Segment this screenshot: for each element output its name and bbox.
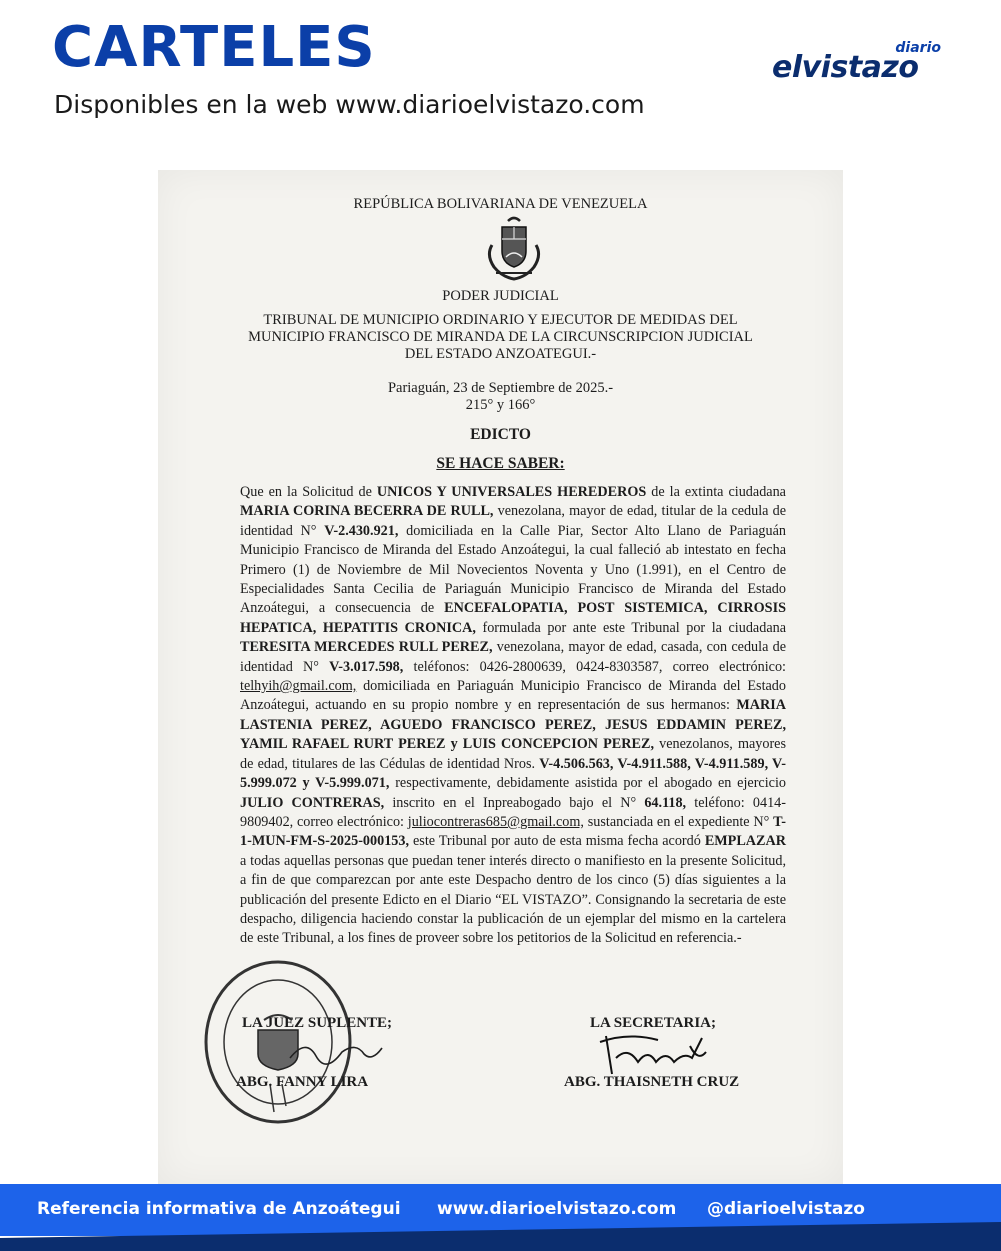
tribunal-line-3: DEL ESTADO ANZOATEGUI.- <box>404 346 597 362</box>
bold-text: MARIA CORINA BECERRA DE RULL, <box>240 503 494 520</box>
body-text: venezolana, mayor de edad, titular de la cedula de identidad N° <box>240 503 786 539</box>
body-text: teléfonos: 0426-2800639, 0424-8303587, correo electrónico: <box>403 658 786 675</box>
logo-elvistazo: elvistazo <box>772 50 919 85</box>
right-signature <box>598 1028 708 1076</box>
document-date <box>158 380 843 414</box>
scanned-document <box>158 170 843 1185</box>
secretary-name: ABG. THAISNETH CRUZ <box>564 1074 740 1090</box>
body-text: teléfono: 0414-9809402, correo electrónico: <box>240 794 786 830</box>
body-text: domiciliada en Pariaguán Municipio Francisco de Miranda del Estado Anzoátegui, actuando en su propio nombre y en representación de sus hermanos: <box>240 678 786 714</box>
bold-text: UNICOS Y UNIVERSALES HEREDEROS <box>376 484 647 500</box>
bold-text: JULIO CONTRERAS, <box>240 794 385 811</box>
tribunal-heading <box>158 312 843 363</box>
body-text: formulada por ante este Tribunal por la ciudadana <box>475 619 787 636</box>
body-text: sustanciada en el expediente N° <box>583 813 774 830</box>
body-text: venezolana, mayor de edad, casada, con cedula de identidad N° <box>240 639 786 675</box>
body-text: respectivamente, debidamente asistida por el abogado en ejercicio <box>389 775 786 792</box>
bold-text: V-2.430.921, <box>324 522 399 539</box>
judge-label: LA JUEZ SUPLENTE; <box>242 1015 393 1031</box>
page-title: CARTELES <box>52 15 376 80</box>
bold-text: V-3.017.598, <box>329 658 404 675</box>
edicto-title: EDICTO <box>470 426 531 443</box>
body-text: este Tribunal por auto de esta misma fecha acordó <box>409 833 705 850</box>
judge-name: ABG. FANNY LIRA <box>236 1074 369 1090</box>
body-text: domiciliada en la Calle Piar, Sector Alto Llano de Pariaguán Municipio Francisco de Miranda del Estado Anzoátegui, la cual falleció ab intestato en fecha Primero (1) de Noviembre de Mil Novecientos Noventa y Uno (1.991), en el Centro de Especialidades Santa Cecilia de Pariaguán Municipio Francisco de Miranda del Estado Anzoátegui, a consecuencia de <box>240 522 786 617</box>
page-subtitle: Disponibles en la web www.diarioelvistazo.com <box>54 90 645 119</box>
tribunal-line-1: TRIBUNAL DE MUNICIPIO ORDINARIO Y EJECUTOR DE MEDIDAS DEL <box>263 312 738 328</box>
date-line: Pariaguán, 23 de Septiembre de 2025.- <box>387 380 614 396</box>
elvistazo-logo[interactable] <box>772 40 947 85</box>
years-line: 215° y 166° <box>465 397 536 413</box>
body-text: Que en la Solicitud de <box>240 484 377 500</box>
bold-text: 64.118, <box>644 794 687 811</box>
bold-text: V-4.506.563, V-4.911.588, V-4.911.589, V-5.999.072 y V-5.999.071, <box>240 755 786 792</box>
poder-judicial: PODER JUDICIAL <box>442 288 559 304</box>
email-text: telhyih@gmail.com, <box>240 678 357 695</box>
body-text: de la extinta ciudadana <box>646 484 786 500</box>
coat-of-arms-icon <box>482 215 546 283</box>
footer-social-handle[interactable]: @diarioelvistazo <box>707 1199 865 1219</box>
bold-text: MARIA LASTENIA PEREZ, AGUEDO FRANCISCO PEREZ, JESUS EDDAMIN PEREZ, YAMIL RAFAEL RURT PEREZ y LUIS CONCEPCION PEREZ, <box>240 697 786 753</box>
republic-heading: REPÚBLICA BOLIVARIANA DE VENEZUELA <box>353 196 648 212</box>
tribunal-line-2: MUNICIPIO FRANCISCO DE MIRANDA DE LA CIRCUNSCRIPCION JUDICIAL <box>248 329 753 345</box>
edict-body <box>240 483 786 949</box>
left-signature <box>286 1036 386 1066</box>
logo-diario: diario <box>895 40 941 56</box>
bold-text: ENCEFALOPATIA, POST SISTEMICA, CIRROSIS HEPATICA, HEPATITIS CRONICA, <box>240 600 786 636</box>
body-text: inscrito en el Inpreabogado bajo el N° <box>384 794 645 811</box>
bold-text: TERESITA MERCEDES RULL PEREZ, <box>240 639 493 656</box>
secretary-label: LA SECRETARIA; <box>590 1015 716 1031</box>
footer-website-link[interactable]: www.diarioelvistazo.com <box>437 1199 677 1219</box>
bold-text: T-1-MUN-FM-S-2025-000153, <box>240 813 786 850</box>
body-text: a todas aquellas personas que puedan tener interés directo o manifiesto en la presente Solicitud, a fin de que comparezcan por ante este Despacho dentro de los cinco (5) días siguientes a la publicación del presente Edicto en el Diario “EL VISTAZO”. Consignando la secretaria de este despacho, diligencia haciendo constar la publicación de un ejemplar del mismo en la cartelera de este Tribunal, a los fines de proveer sobre los petitorios de la Solicitud en referencia.- <box>240 852 786 947</box>
body-text: venezolanos, mayores de edad, titulares de las Cédulas de identidad Nros. <box>240 736 787 772</box>
email-text: juliocontreras685@gmail.com, <box>407 813 584 830</box>
footer-tagline: Referencia informativa de Anzoátegui <box>37 1199 401 1219</box>
se-hace-saber: SE HACE SABER: <box>436 455 565 472</box>
bold-text: EMPLAZAR <box>704 833 786 850</box>
